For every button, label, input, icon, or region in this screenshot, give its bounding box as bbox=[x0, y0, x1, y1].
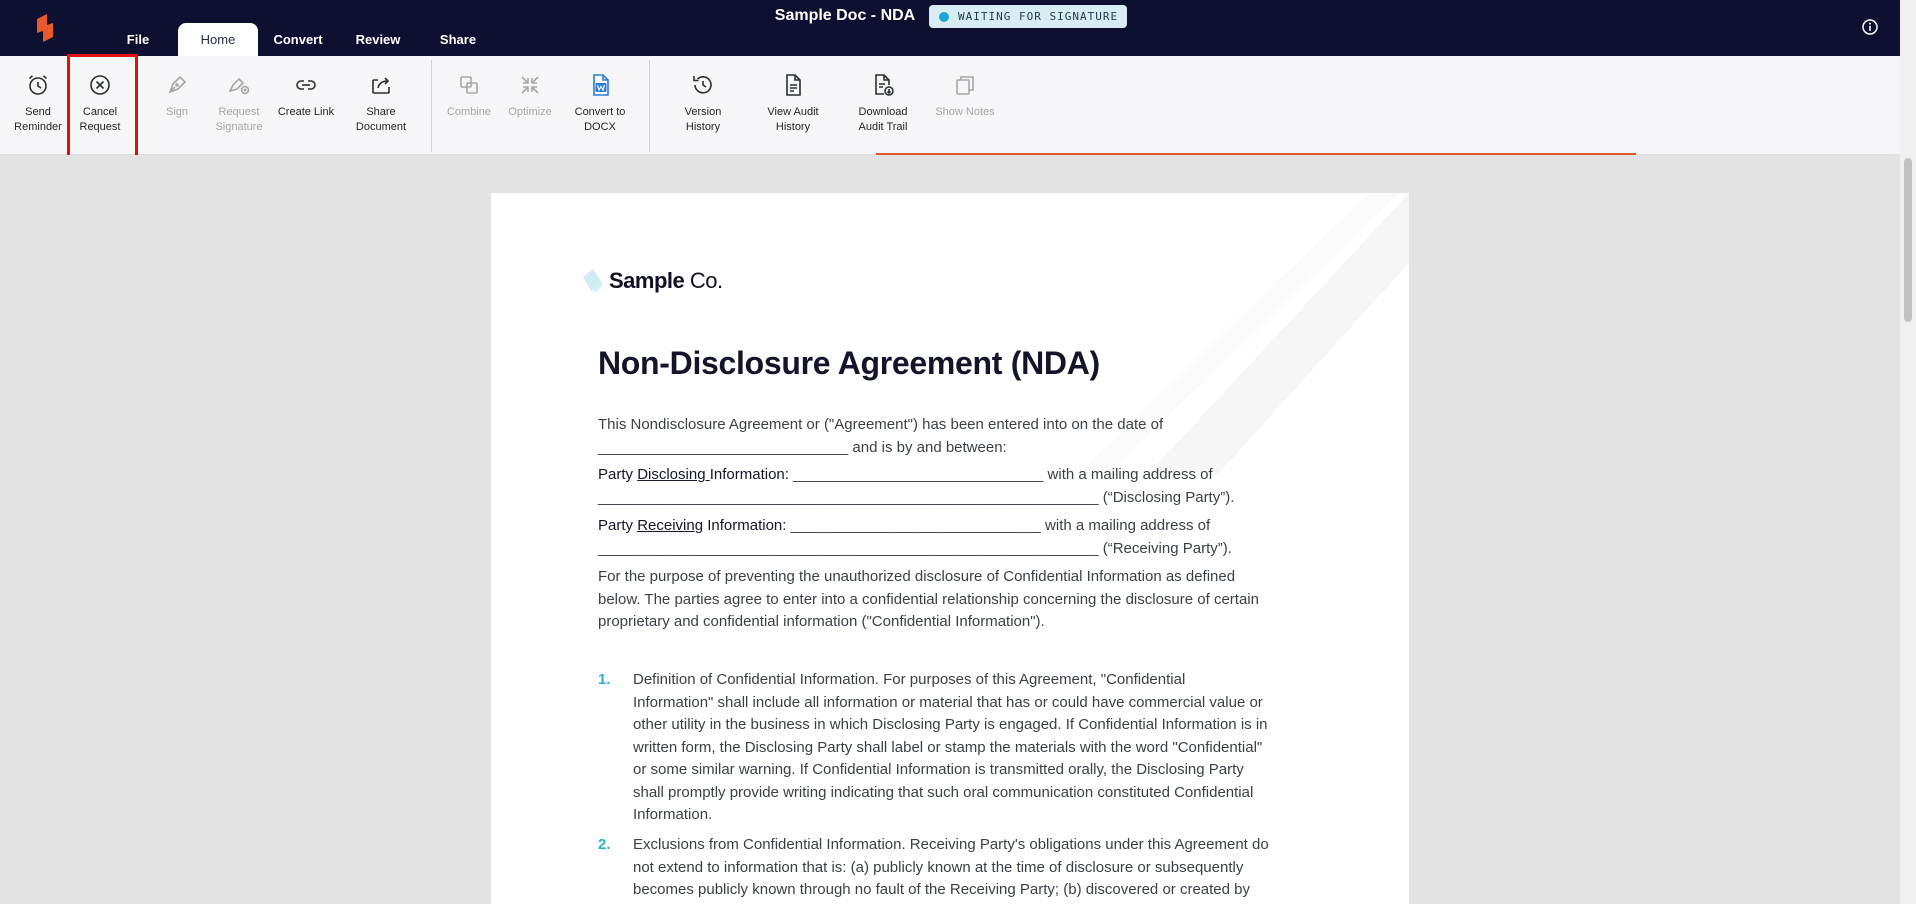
info-icon[interactable] bbox=[1862, 19, 1878, 35]
disclosing-label-underlined: Disclosing bbox=[637, 466, 710, 483]
list-item bbox=[633, 834, 1333, 902]
status-dot-icon bbox=[939, 12, 949, 22]
brand-mark-icon bbox=[581, 265, 607, 297]
tab-home[interactable]: Home bbox=[178, 23, 258, 56]
disclosing-label-prefix: Party bbox=[598, 466, 638, 483]
purpose-line: below. The parties agree to enter into a confidential relationship concerning the disclosure of certain bbox=[598, 590, 1259, 608]
list-item-line: shall promptly provide writing indicating that such oral communication constituted Confidential bbox=[633, 783, 1254, 801]
compress-icon bbox=[518, 73, 542, 97]
download-audit-trail-button[interactable] bbox=[843, 73, 923, 135]
show-notes-label: Show Notes bbox=[935, 106, 995, 118]
receiving-line: ____________________________________________________________ (“Receiving Party”). bbox=[598, 539, 1232, 557]
list-item-line: Definition of Confidential Information. For purposes of this Agreement, "Confidential bbox=[633, 671, 1186, 688]
download-audit-trail-label-2: Audit Trail bbox=[858, 121, 908, 133]
send-reminder-label-2: Reminder bbox=[14, 121, 62, 133]
cancel-request-label-1: Cancel bbox=[82, 106, 118, 118]
list-item-line: written form, the Disclosing Party shall label or stamp the materials with the word "Confidential" bbox=[633, 738, 1263, 756]
create-link-label: Create Link bbox=[277, 106, 335, 118]
receiving-party-paragraph bbox=[598, 515, 1318, 560]
view-audit-history-label-1: View Audit bbox=[767, 106, 819, 118]
disclosing-line: ____________________________________________________________ (“Disclosing Party”). bbox=[598, 488, 1235, 506]
document-heading: Non-Disclosure Agreement (NDA) bbox=[598, 345, 1100, 381]
download-document-icon bbox=[871, 73, 895, 97]
combine-icon bbox=[457, 73, 481, 97]
show-notes-button[interactable] bbox=[925, 73, 1005, 120]
list-item-line: or some similar warning. If Confidential Information is transmitted orally, the Disclosing Party bbox=[633, 761, 1244, 778]
document-title: Sample Doc - NDA bbox=[774, 7, 916, 24]
status-badge bbox=[929, 5, 1127, 28]
disclosing-line: ______________________________ with a mailing address of bbox=[788, 466, 1213, 483]
list-item-number: 2. bbox=[598, 836, 611, 853]
send-reminder-label-1: Send bbox=[25, 106, 51, 118]
list-item-line: Exclusions from Confidential Information. Receiving Party's obligations under this Agreement do bbox=[633, 836, 1269, 853]
convert-docx-label-2: DOCX bbox=[584, 121, 616, 133]
receiving-line: ______________________________ with a mailing address of bbox=[786, 517, 1211, 534]
cancel-request-button[interactable] bbox=[60, 73, 140, 135]
list-item-line: other utility in the business in which Disclosing Party is engaged. If Confidential Information is in bbox=[633, 716, 1268, 733]
tab-review[interactable]: Review bbox=[355, 32, 401, 47]
list-item-line: not extend to information that is: (a) publicly known at the time of disclosure or subsequently bbox=[633, 858, 1244, 876]
brand-name-bold: Sample bbox=[609, 268, 685, 293]
share-icon bbox=[369, 73, 393, 97]
combine-label: Combine bbox=[446, 106, 492, 118]
intro-line: This Nondisclosure Agreement or ("Agreement") has been entered into on the date of bbox=[598, 416, 1164, 433]
audit-document-icon bbox=[781, 73, 805, 97]
version-history-label-2: History bbox=[685, 121, 721, 133]
history-icon bbox=[691, 73, 715, 97]
list-item-line: becomes publicly known through no fault of the Receiving Party; (b) discovered or created by bbox=[633, 881, 1250, 898]
share-document-label-1: Share bbox=[366, 106, 396, 118]
status-badge-text: WAITING FOR SIGNATURE bbox=[958, 10, 1119, 23]
version-history-label-1: Version bbox=[684, 106, 722, 118]
optimize-button[interactable] bbox=[490, 73, 570, 120]
tab-file[interactable]: File bbox=[126, 32, 150, 47]
request-signature-label-1: Request bbox=[218, 106, 260, 118]
cancel-request-label-2: Request bbox=[79, 121, 121, 133]
cancel-circle-icon bbox=[88, 73, 112, 97]
brand-name-rest: Co. bbox=[689, 268, 723, 293]
scrollbar-thumb[interactable] bbox=[1904, 158, 1912, 322]
share-document-button[interactable] bbox=[341, 73, 421, 135]
create-link-button[interactable] bbox=[266, 73, 346, 120]
receiving-label-underlined: Receiving bbox=[637, 517, 704, 534]
request-signature-label-2: Signature bbox=[215, 121, 263, 133]
link-icon bbox=[294, 73, 318, 97]
sign-label: Sign bbox=[165, 106, 189, 118]
convert-docx-button[interactable] bbox=[560, 73, 640, 135]
share-document-label-2: Document bbox=[355, 121, 407, 133]
view-audit-history-button[interactable] bbox=[753, 73, 833, 135]
disclosing-label-suffix: Information: bbox=[709, 466, 789, 483]
list-item bbox=[633, 669, 1333, 827]
pen-nib-icon bbox=[165, 73, 189, 97]
download-audit-trail-label-1: Download bbox=[858, 106, 908, 118]
company-logo bbox=[581, 265, 723, 297]
intro-line: ______________________________ and is by and between: bbox=[598, 438, 1007, 456]
purpose-paragraph bbox=[598, 566, 1318, 634]
request-signature-icon bbox=[227, 73, 251, 97]
list-item-line: Information. bbox=[633, 806, 713, 823]
intro-paragraph bbox=[598, 414, 1318, 459]
purpose-line: For the purpose of preventing the unauthorized disclosure of Confidential Information as defined bbox=[598, 568, 1236, 585]
tab-share[interactable]: Share bbox=[439, 32, 477, 47]
version-history-button[interactable] bbox=[663, 73, 743, 135]
word-document-icon bbox=[588, 73, 612, 97]
toolbar-separator bbox=[649, 60, 650, 152]
vertical-scrollbar[interactable] bbox=[1900, 0, 1916, 904]
notes-icon bbox=[953, 73, 977, 97]
app-logo-icon[interactable] bbox=[33, 13, 57, 43]
receiving-label-suffix: Information: bbox=[703, 517, 787, 534]
title-bar bbox=[0, 0, 1916, 56]
list-item-line: Information" shall include all information or material that has or could have commercial value or bbox=[633, 693, 1263, 711]
view-audit-history-label-2: History bbox=[775, 121, 811, 133]
tab-convert[interactable]: Convert bbox=[273, 32, 323, 47]
receiving-label-prefix: Party bbox=[598, 517, 638, 534]
optimize-label: Optimize bbox=[508, 106, 552, 118]
purpose-line: proprietary and confidential information ("Confidential Information"). bbox=[598, 613, 1045, 630]
convert-docx-label-1: Convert to bbox=[574, 106, 626, 118]
list-item-number: 1. bbox=[598, 671, 611, 688]
alarm-clock-icon bbox=[26, 73, 50, 97]
disclosing-party-paragraph bbox=[598, 464, 1318, 509]
document-page[interactable] bbox=[491, 193, 1409, 904]
